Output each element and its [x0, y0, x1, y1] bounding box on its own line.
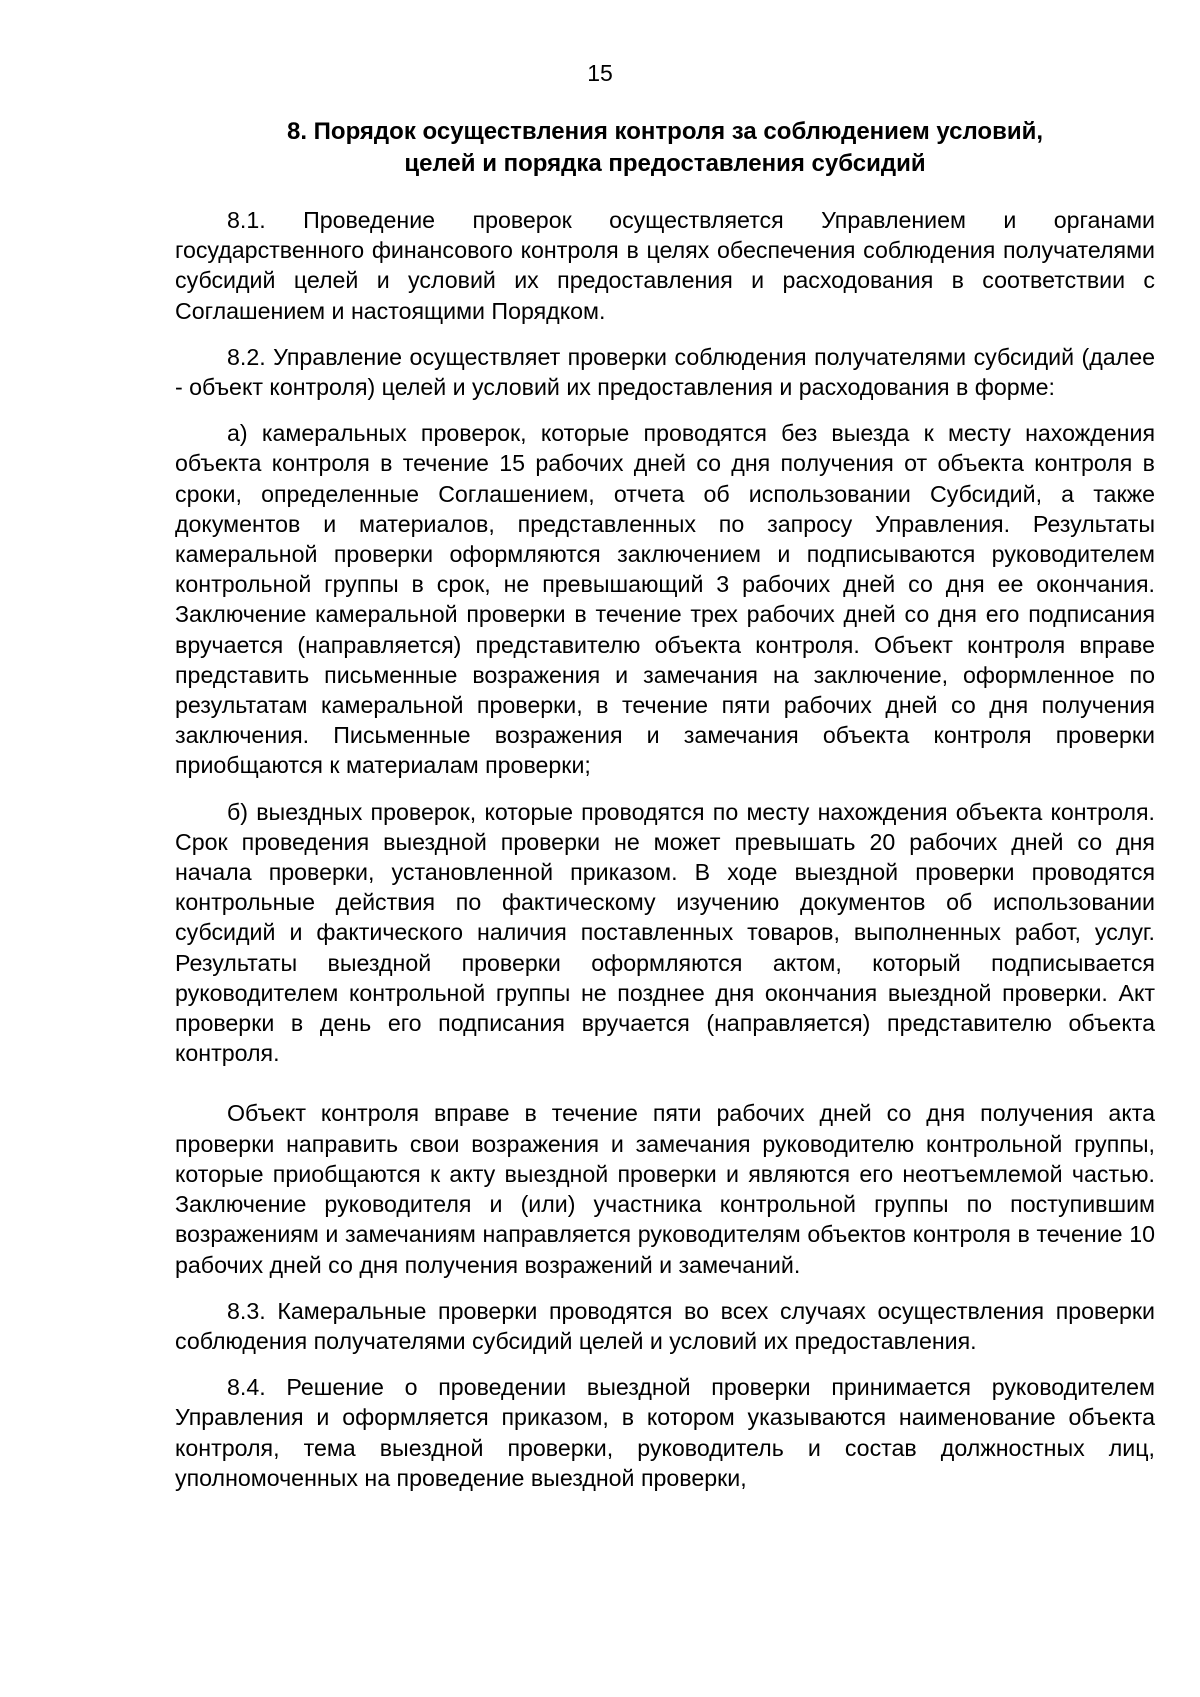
paragraph-8-2-b: б) выездных проверок, которые проводятся по месту нахождения объекта контроля. Срок проведения выездной проверки не может превышать 20 рабочих дней со дня начала проверки, установленной приказом. В ходе выездной проверки проводятся контрольные действия по фактическому изучению документов об использовании субсидий и фактического наличия поставленных товаров, выполненных работ, услуг. Результаты выездной проверки оформляются актом, который подписывается руководителем контрольной группы не позднее дня окончания выездной проверки. Акт проверки в день его подписания вручается (направляется) представителю объекта контроля.	[175, 798, 1155, 1067]
paragraph-8-2-a: а) камеральных проверок, которые проводятся без выезда к месту нахождения объекта контроля в течение 15 рабочих дней со дня получения от объекта контроля в сроки, определенные Соглашением, отчета об использовании Субсидий, а также документов и материалов, представленных по запросу Управления. Результаты камеральной проверки оформляются заключением и подписываются руководителем контрольной группы в срок, не превышающий 3 рабочих дней со дня ее окончания. Заключение камеральной проверки в течение трех рабочих дней со дня его подписания вручается (направляется) представителю объекта контроля. Объект контроля вправе представить письменные возражения и замечания на заключение, оформленное по результатам камеральной проверки, в течение пяти рабочих дней со дня получения заключения. Письменные возражения и замечания объекта контроля проверки приобщаются к материалам проверки;	[175, 420, 1155, 779]
paragraph-8-4: 8.4. Решение о проведении выездной проверки принимается руководителем Управления и оформляется приказом, в котором указываются наименование объекта контроля, тема выездной проверки, руководитель и состав должностных лиц, уполномоченных на проведение выездной проверки,	[175, 1374, 1155, 1491]
paragraph-8-3: 8.3. Камеральные проверки проводятся во всех случаях осуществления проверки соблюдения получателями субсидий целей и условий их предоставления.	[175, 1297, 1155, 1354]
paragraph-8-1: 8.1. Проведение проверок осуществляется Управлением и органами государственного финансового контроля в целях обеспечения соблюдения получателями субсидий целей и условий их предоставления и расходования в соответствии с Соглашением и настоящими Порядком.	[175, 207, 1155, 324]
paragraph-objections: Объект контроля вправе в течение пяти рабочих дней со дня получения акта проверки направить свои возражения и замечания руководителю контрольной группы, которые приобщаются к акту выездной проверки и являются его неотъемлемой частью. Заключение руководителя и (или) участника контрольной группы по поступившим возражениям и замечаниям направляется руководителям объектов контроля в течение 10 рабочих дней со дня получения возражений и замечаний.	[175, 1100, 1155, 1278]
section-title	[175, 116, 1155, 180]
section-title-line-1: 8. Порядок осуществления контроля за соблюдением условий,	[286, 118, 1043, 145]
page-number: 15	[587, 60, 613, 86]
paragraph-8-2: 8.2. Управление осуществляет проверки соблюдения получателями субсидий (далее - объект контроля) целей и условий их предоставления и расходования в форме:	[175, 343, 1155, 401]
section-title-line-2: целей и порядка предоставления субсидий	[404, 150, 926, 177]
document-body	[175, 205, 1155, 1509]
